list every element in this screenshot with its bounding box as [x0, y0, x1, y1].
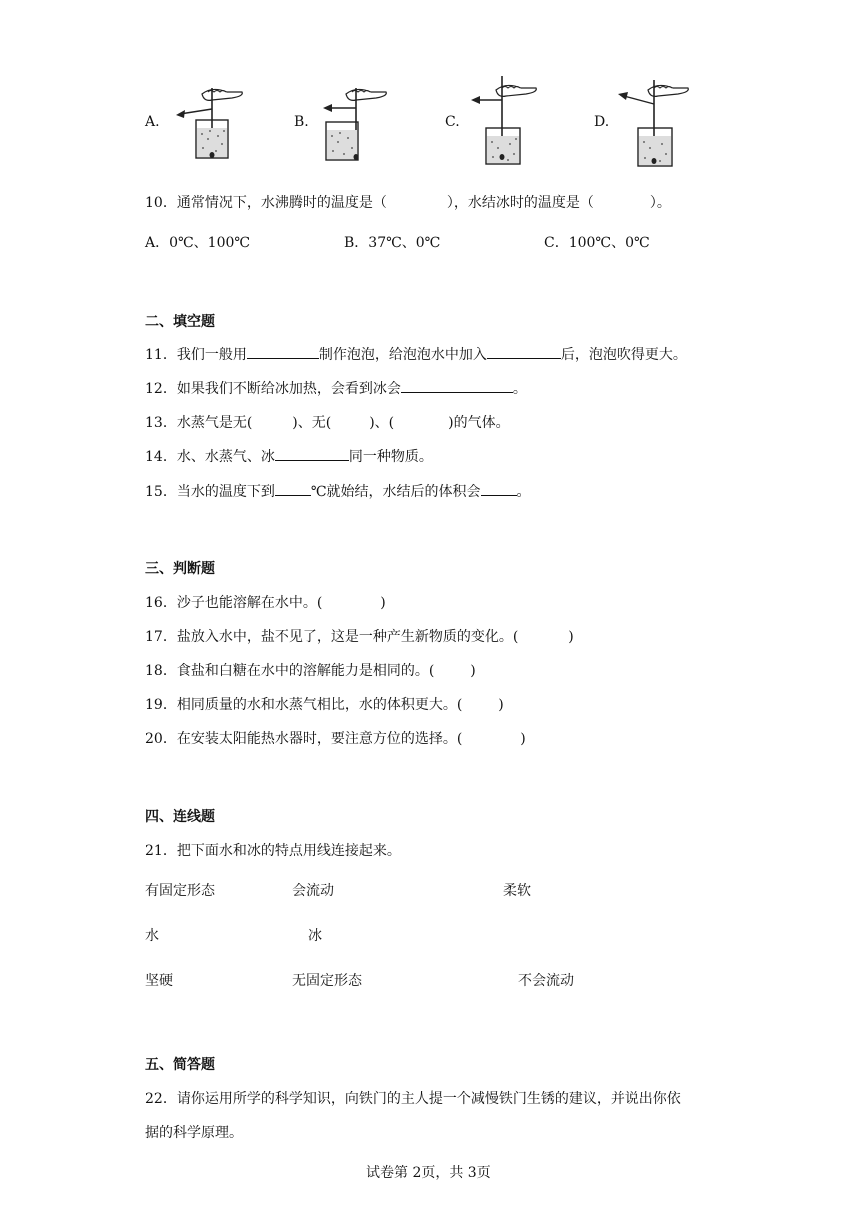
question-20	[145, 728, 526, 748]
match-item-row1-2[interactable]: 会流动	[292, 883, 334, 899]
beaker-figure-a	[172, 84, 252, 164]
match-item-row3-3[interactable]: 不会流动	[518, 973, 574, 989]
beaker-figure-b	[318, 84, 398, 164]
q14-text-a: 14．水、水蒸气、冰	[145, 449, 275, 465]
q11-text-c: 后，泡泡吹得更大。	[560, 347, 687, 363]
q13-text-a: 13．水蒸气是无(	[145, 415, 253, 431]
option-b-label: B.	[294, 114, 309, 130]
q16-close-paren: )	[380, 595, 386, 611]
question-17	[145, 626, 574, 646]
q15-blank-1[interactable]	[275, 481, 311, 496]
q11-text-b: 制作泡泡，给泡泡水中加入	[318, 347, 487, 363]
q20-close-paren: )	[520, 731, 526, 747]
q14-blank[interactable]	[275, 446, 349, 461]
section-5-title: 五、简答题	[145, 1057, 215, 1073]
question-15	[145, 481, 531, 501]
q15-text-b: ℃就始结，水结后的体积会	[310, 484, 481, 500]
q12-text-a: 12．如果我们不断给冰加热，会看到冰会	[145, 381, 401, 397]
option-a-label: A.	[145, 114, 160, 130]
question-18	[145, 660, 476, 680]
option-d-label: D.	[594, 114, 610, 130]
match-item-ice[interactable]: 冰	[308, 928, 322, 944]
question-21: 21．把下面水和冰的特点用线连接起来。	[145, 843, 401, 859]
q13-text-d: )的气体。	[448, 415, 510, 431]
question-22-line2: 据的科学原理。	[145, 1125, 243, 1141]
question-12	[145, 378, 527, 398]
question-16	[145, 592, 386, 612]
q15-blank-2[interactable]	[481, 481, 517, 496]
q10-option-c: C．100℃、0℃	[544, 235, 650, 251]
q13-text-b: )、无(	[292, 415, 332, 431]
match-item-row3-1[interactable]: 坚硬	[145, 973, 173, 989]
q14-text-b: 同一种物质。	[348, 449, 433, 465]
page-footer: 试卷第 2页，共 3页	[366, 1165, 491, 1181]
q19-text: 19．相同质量的水和水蒸气相比，水的体积更大。(	[145, 697, 463, 713]
question-14	[145, 446, 433, 466]
match-item-row3-2[interactable]: 无固定形态	[292, 973, 362, 989]
section-2-title: 二、填空题	[145, 314, 215, 330]
q10-option-b: B．37℃、0℃	[344, 235, 441, 251]
q11-blank-2[interactable]	[487, 344, 561, 359]
question-13	[145, 412, 510, 432]
q10-text-b: ），水结冰时的温度是（	[446, 195, 594, 211]
option-c-label: C.	[445, 114, 460, 130]
match-item-row1-3[interactable]: 柔软	[503, 883, 531, 899]
question-11	[145, 344, 687, 364]
q10-text-a: 10．通常情况下，水沸腾时的温度是（	[145, 195, 387, 211]
question-10	[145, 192, 671, 212]
beaker-figure-d	[614, 76, 694, 170]
match-item-row1-1[interactable]: 有固定形态	[145, 883, 215, 899]
q17-close-paren: )	[568, 629, 574, 645]
section-4-title: 四、连线题	[145, 809, 215, 825]
q18-text: 18．食盐和白糖在水中的溶解能力是相同的。(	[145, 663, 435, 679]
q20-text: 20．在安装太阳能热水器时，要注意方位的选择。(	[145, 731, 463, 747]
section-3-title: 三、判断题	[145, 561, 215, 577]
q18-close-paren: )	[470, 663, 476, 679]
q16-text: 16．沙子也能溶解在水中。(	[145, 595, 323, 611]
q19-close-paren: )	[498, 697, 504, 713]
question-22-line1: 22．请你运用所学的科学知识，向铁门的主人提一个减慢铁门生锈的建议，并说出你依	[145, 1091, 681, 1107]
q15-text-c: 。	[516, 484, 531, 500]
q11-text-a: 11．我们一般用	[145, 347, 247, 363]
match-item-water[interactable]: 水	[145, 928, 159, 944]
question-19	[145, 694, 504, 714]
q10-text-c: ）。	[649, 195, 671, 211]
q12-blank[interactable]	[401, 378, 513, 393]
q10-option-a: A．0℃、100℃	[145, 235, 251, 251]
q12-text-b: 。	[512, 381, 527, 397]
beaker-figure-c	[466, 72, 546, 168]
q15-text-a: 15．当水的温度下到	[145, 484, 275, 500]
q13-text-c: )、(	[369, 415, 395, 431]
q11-blank-1[interactable]	[247, 344, 319, 359]
q17-text: 17．盐放入水中，盐不见了，这是一种产生新物质的变化。(	[145, 629, 519, 645]
